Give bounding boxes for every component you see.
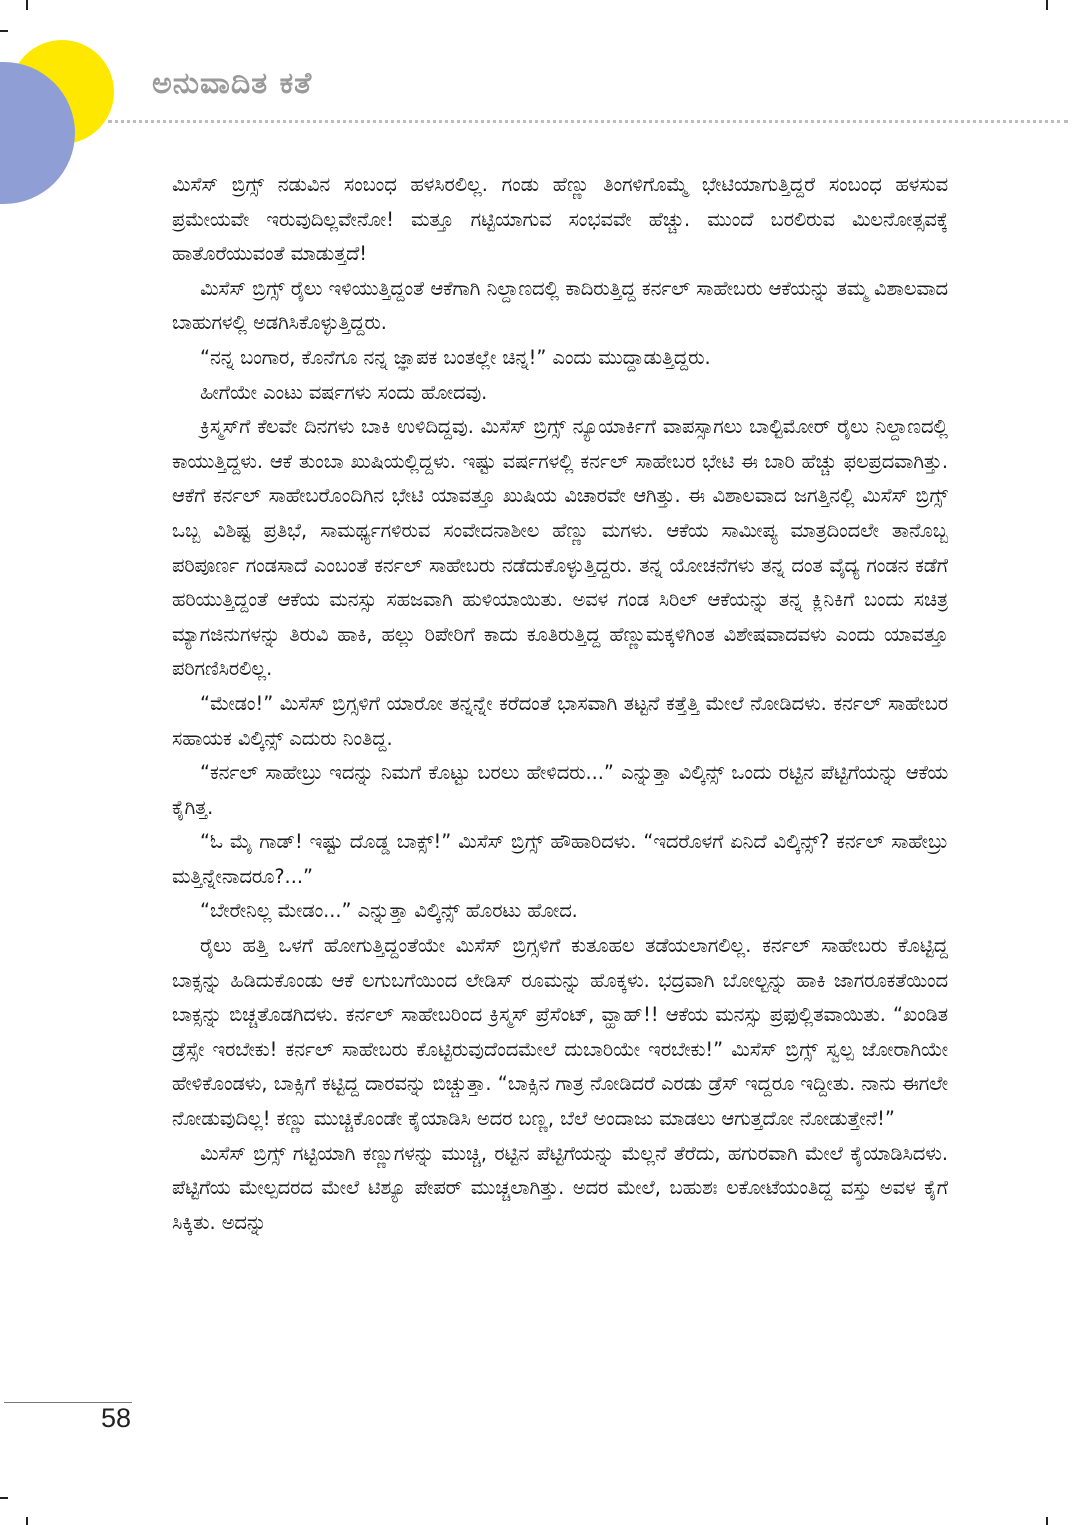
crop-mark-bottom-left (26, 1517, 28, 1525)
story-body (172, 168, 948, 1240)
paragraph: “ಓ ಮೈ ಗಾಡ್! ಇಷ್ಟು ದೊಡ್ಡ ಬಾಕ್ಸ್!” ಮಿಸೆಸ್ ಬ್ರಿಗ್ಸ್ ಹೌಹಾರಿದಳು. “ಇದರೊಳಗೆ ಏನಿದೆ ವಿಲ್ಕಿನ್ಸ್? ಕರ್ನಲ್ ಸಾಹೇಬ್ರು ಮತ್ತಿನ್ನೇನಾದರೂ?...” (172, 830, 948, 888)
header-dotted-rule (108, 120, 1068, 123)
crop-mark-bottom-right (1046, 1517, 1048, 1525)
decorative-circles (0, 0, 130, 210)
paragraph: ಕ್ರಿಸ್ಮಸ್‌ಗೆ ಕೆಲವೇ ದಿನಗಳು ಬಾಕಿ ಉಳಿದಿದ್ದವು. ಮಿಸೆಸ್ ಬ್ರಿಗ್ಸ್ ನ್ಯೂಯಾರ್ಕಿಗೆ ವಾಪಸ್ಸಾಗಲು ಬಾಲ್ಟಿಮೋರ್ ರೈಲು ನಿಲ್ದಾಣದಲ್ಲಿ ಕಾಯುತ್ತಿದ್ದಳು. ಆಕೆ ತುಂಬಾ ಖುಷಿಯಲ್ಲಿದ್ದಳು. ಇಷ್ಟು ವರ್ಷಗಳಲ್ಲಿ ಕರ್ನಲ್ ಸಾಹೇಬರ ಭೇಟಿ ಈ ಬಾರಿ ಹೆಚ್ಚು ಫಲಪ್ರದವಾಗಿತ್ತು. ಆಕೆಗೆ ಕರ್ನಲ್ ಸಾಹೇಬರೊಂದಿಗಿನ ಭೇಟಿ ಯಾವತ್ತೂ ಖುಷಿಯ ವಿಚಾರವೇ ಆಗಿತ್ತು. ಈ ವಿಶಾಲವಾದ ಜಗತ್ತಿನಲ್ಲಿ ಮಿಸೆಸ್ ಬ್ರಿಗ್ಸ್ ಒಬ್ಬ ವಿಶಿಷ್ಟ ಪ್ರತಿಭೆ, ಸಾಮರ್ಥ್ಯಗಳಿರುವ ಸಂವೇದನಾಶೀಲ ಹೆಣ್ಣು ಮಗಳು. ಆಕೆಯ ಸಾಮೀಪ್ಯ ಮಾತ್ರದಿಂದಲೇ ತಾನೊಬ್ಬ ಪರಿಪೂರ್ಣ ಗಂಡಸಾದೆ ಎಂಬಂತೆ ಕರ್ನಲ್ ಸಾಹೇಬರು ನಡೆದುಕೊಳ್ಳುತ್ತಿದ್ದರು. ತನ್ನ ಯೋಚನೆಗಳು ತನ್ನ ದಂತ ವೈದ್ಯ ಗಂಡನ ಕಡೆಗೆ ಹರಿಯುತ್ತಿದ್ದಂತೆ ಆಕೆಯ ಮನಸ್ಸು ಸಹಜವಾಗಿ ಹುಳಿಯಾಯಿತು. ಅವಳ ಗಂಡ ಸಿರಿಲ್ ಆಕೆಯನ್ನು ತನ್ನ ಕ್ಲಿನಿಕಿಗೆ ಬಂದು ಸಚಿತ್ರ ಮ್ಯಾಗಜಿನುಗಳನ್ನು ತಿರುವಿ ಹಾಕಿ, ಹಲ್ಲು ರಿಪೇರಿಗೆ ಕಾದು ಕೂತಿರುತ್ತಿದ್ದ ಹೆಣ್ಣುಮಕ್ಕಳಿಗಿಂತ ವಿಶೇಷವಾದವಳು ಎಂದು ಯಾವತ್ತೂ ಪರಿಗಣಿಸಿರಲಿಲ್ಲ. (172, 415, 948, 681)
paragraph: “ಮೇಡಂ!” ಮಿಸೆಸ್ ಬ್ರಿಗ್ಸಳಿಗೆ ಯಾರೋ ತನ್ನನ್ನೇ ಕರೆದಂತೆ ಭಾಸವಾಗಿ ತಟ್ಟನೆ ಕತ್ತೆತ್ತಿ ಮೇಲೆ ನೋಡಿದಳು. ಕರ್ನಲ್ ಸಾಹೇಬರ ಸಹಾಯಕ ವಿಲ್ಕಿನ್ಸ್ ಎದುರು ನಿಂತಿದ್ದ. (172, 691, 948, 750)
paragraph: “ಕರ್ನಲ್ ಸಾಹೇಬ್ರು ಇದನ್ನು ನಿಮಗೆ ಕೊಟ್ಟು ಬರಲು ಹೇಳಿದರು...” ಎನ್ನುತ್ತಾ ವಿಲ್ಕಿನ್ಸ್ ಒಂದು ರಟ್ಟಿನ ಪೆಟ್ಟಿಗೆಯನ್ನು ಆಕೆಯ ಕೈಗಿತ್ತ. (172, 761, 948, 819)
crop-mark-left-lower (0, 1497, 8, 1499)
paragraph: ಮಿಸೆಸ್ ಬ್ರಿಗ್ಸ್ ನಡುವಿನ ಸಂಬಂಧ ಹಳಸಿರಲಿಲ್ಲ. ಗಂಡು ಹೆಣ್ಣು ತಿಂಗಳಿಗೊಮ್ಮೆ ಭೇಟಿಯಾಗುತ್ತಿದ್ದರೆ ಸಂಬಂಧ ಹಳಸುವ ಪ್ರಮೇಯವೇ ಇರುವುದಿಲ್ಲವೇನೋ! ಮತ್ತೂ ಗಟ್ಟಿಯಾಗುವ ಸಂಭವವೇ ಹೆಚ್ಚು. ಮುಂದೆ ಬರಲಿರುವ ಮಿಲನೋತ್ಸವಕ್ಕೆ ಹಾತೊರೆಯುವಂತೆ ಮಾಡುತ್ತದೆ! (172, 173, 948, 266)
paragraph: “ನನ್ನ ಬಂಗಾರ, ಕೊನೆಗೂ ನನ್ನ ಜ್ಞಾಪಕ ಬಂತಲ್ಲೇ ಚಿನ್ನ!” ಎಂದು ಮುದ್ದಾಡುತ್ತಿದ್ದರು. (200, 345, 711, 369)
paragraph: ಮಿಸೆಸ್ ಬ್ರಿಗ್ಸ್ ರೈಲು ಇಳಿಯುತ್ತಿದ್ದಂತೆ ಆಕೆಗಾಗಿ ನಿಲ್ದಾಣದಲ್ಲಿ ಕಾದಿರುತ್ತಿದ್ದ ಕರ್ನಲ್ ಸಾಹೇಬರು ಆಕೆಯನ್ನು ತಮ್ಮ ವಿಶಾಲವಾದ ಬಾಹುಗಳಲ್ಲಿ ಅಡಗಿಸಿಕೊಳ್ಳುತ್ತಿದ್ದರು. (172, 276, 948, 335)
paragraph: ಮಿಸೆಸ್ ಬ್ರಿಗ್ಸ್ ಗಟ್ಟಿಯಾಗಿ ಕಣ್ಣುಗಳನ್ನು ಮುಚ್ಚಿ, ರಟ್ಟಿನ ಪೆಟ್ಟಿಗೆಯನ್ನು ಮೆಲ್ಲನೆ ತೆರೆದು, ಹಗುರವಾಗಿ ಮೇಲೆ ಕೈಯಾಡಿಸಿದಳು. ಪೆಟ್ಟಿಗೆಯ ಮೇಲ್ಪದರದ ಮೇಲೆ ಟಿಶ್ಯೂ ಪೇಪರ್ ಮುಚ್ಚಲಾಗಿತ್ತು. ಅದರ ಮೇಲೆ, ಬಹುಶಃ ಲಕೋಟೆಯಂತಿದ್ದ ವಸ್ತು ಅವಳ ಕೈಗೆ ಸಿಕ್ಕಿತು. ಅದನ್ನು (172, 1141, 948, 1234)
paragraph: ರೈಲು ಹತ್ತಿ ಒಳಗೆ ಹೋಗುತ್ತಿದ್ದಂತೆಯೇ ಮಿಸೆಸ್ ಬ್ರಿಗ್ಸಳಿಗೆ ಕುತೂಹಲ ತಡೆಯಲಾಗಲಿಲ್ಲ. ಕರ್ನಲ್ ಸಾಹೇಬರು ಕೊಟ್ಟಿದ್ದ ಬಾಕ್ಸನ್ನು ಹಿಡಿದುಕೊಂಡು ಆಕೆ ಲಗುಬಗೆಯಿಂದ ಲೇಡಿಸ್ ರೂಮನ್ನು ಹೊಕ್ಕಳು. ಭದ್ರವಾಗಿ ಬೋಲ್ಟನ್ನು ಹಾಕಿ ಜಾಗರೂಕತೆಯಿಂದ ಬಾಕ್ಸನ್ನು ಬಿಚ್ಚತೊಡಗಿದಳು. ಕರ್ನಲ್ ಸಾಹೇಬರಿಂದ ಕ್ರಿಸ್ಮಸ್ ಪ್ರೆಸೆಂಟ್, ವ್ಹಾಹ್!! ಆಕೆಯ ಮನಸ್ಸು ಪ್ರಫುಲ್ಲಿತವಾಯಿತು. “ಖಂಡಿತ ಡ್ರೆಸ್ಸೇ ಇರಬೇಕು! ಕರ್ನಲ್ ಸಾಹೇಬರು ಕೊಟ್ಟಿರುವುದೆಂದಮೇಲೆ ದುಬಾರಿಯೇ ಇರಬೇಕು!” ಮಿಸೆಸ್ ಬ್ರಿಗ್ಸ್ ಸ್ವಲ್ಪ ಜೋರಾಗಿಯೇ ಹೇಳಿಕೊಂಡಳು, ಬಾಕ್ಸಿಗೆ ಕಟ್ಟಿದ್ದ ದಾರವನ್ನು ಬಿಚ್ಚುತ್ತಾ. “ಬಾಕ್ಸಿನ ಗಾತ್ರ ನೋಡಿದರೆ ಎರಡು ಡ್ರೆಸ್ ಇದ್ದರೂ ಇದ್ದೀತು. ನಾನು ಈಗಲೇ ನೋಡುವುದಿಲ್ಲ! ಕಣ್ಣು ಮುಚ್ಚಿಕೊಂಡೇ ಕೈಯಾಡಿಸಿ ಅದರ ಬಣ್ಣ, ಬೆಲೆ ಅಂದಾಜು ಮಾಡಲು ಆಗುತ್ತದೋ ನೋಡುತ್ತೇನೆ!” (172, 934, 948, 1131)
page-number: 58 (101, 1403, 132, 1433)
section-title: ಅನುವಾದಿತ ಕತೆ (152, 66, 313, 101)
paragraph: “ಬೇರೇನಿಲ್ಲ ಮೇಡಂ...” ಎನ್ನುತ್ತಾ ವಿಲ್ಕಿನ್ಸ್ ಹೊರಟು ಹೋದ. (200, 899, 578, 923)
paragraph: ಹೀಗೆಯೇ ಎಂಟು ವರ್ಷಗಳು ಸಂದು ಹೋದವು. (200, 380, 488, 404)
crop-mark-top-right (1046, 0, 1048, 10)
